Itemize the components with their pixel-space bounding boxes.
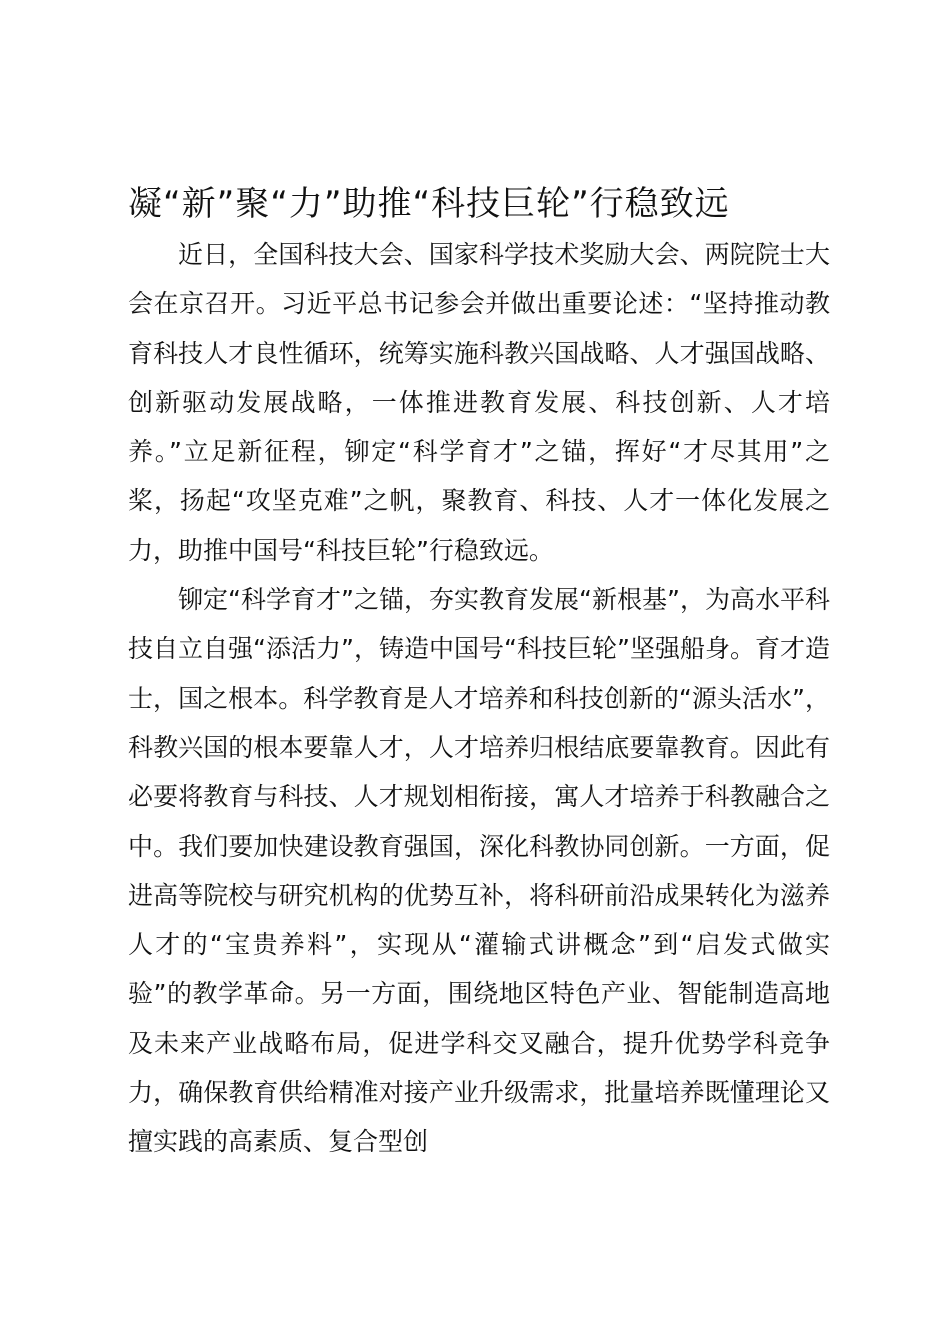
article-title: 凝“新”聚“力”助推“科技巨轮”行稳致远 <box>128 184 730 224</box>
article-body <box>128 230 830 1167</box>
paragraph-1: 近日，全国科技大会、国家科学技术奖励大会、两院院士大会在京召开。习近平总书记参会并做出重要论述：“坚持推动教育科技人才良性循环，统筹实施科教兴国战略、人才强国战略、创新驱动发展战略，一体推进教育发展、科技创新、人才培养。”立足新征程，铆定“科学育才”之锚，挥好“才尽其用”之桨，扬起“攻坚克难”之帆，聚教育、科技、人才一体化发展之力，助推中国号“科技巨轮”行稳致远。 <box>128 240 830 565</box>
paragraph-2: 铆定“科学育才”之锚，夯实教育发展“新根基”，为高水平科技自立自强“添活力”，铸造中国号“科技巨轮”坚强船身。育才造士，国之根本。科学教育是人才培养和科技创新的“源头活水”，科教兴国的根本要靠人才，人才培养归根结底要靠教育。因此有必要将教育与科技、人才规划相衔接，寓人才培养于科教融合之中。我们要加快建设教育强国，深化科教协同创新。一方面，促进高等院校与研究机构的优势互补，将科研前沿成果转化为滋养人才的“宝贵养料”，实现从“灌输式讲概念”到“启发式做实验”的教学革命。另一方面，围绕地区特色产业、智能制造高地及未来产业战略布局，促进学科交叉融合，提升优势学科竞争力，确保教育供给精准对接产业升级需求，批量培养既懂理论又擅实践的高素质、复合型创 <box>128 585 830 1157</box>
